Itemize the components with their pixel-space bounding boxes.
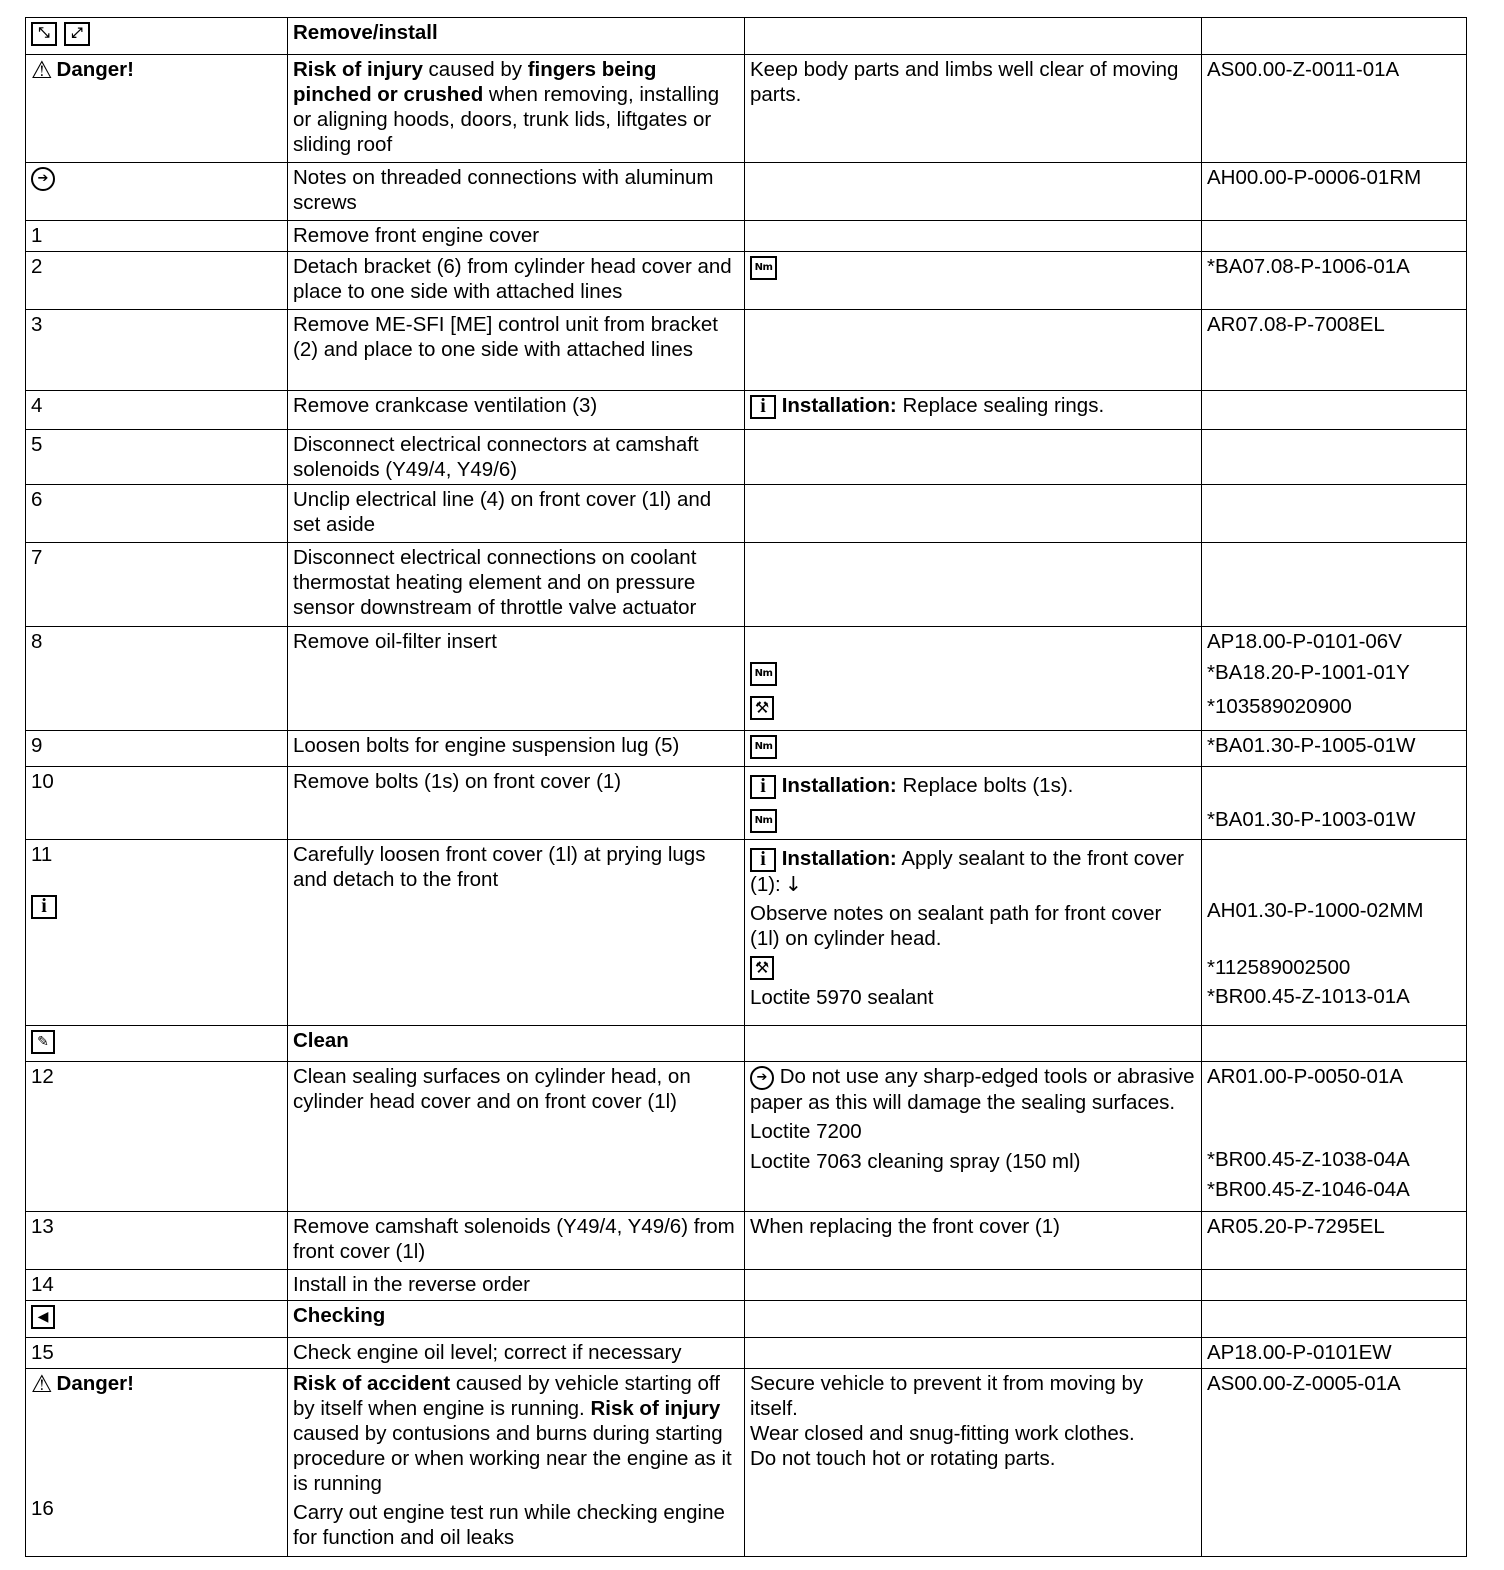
- safety-measure: Secure vehicle to prevent it from moving by itself.: [750, 1372, 1144, 1420]
- step-text: Install in the reverse order: [288, 1270, 745, 1301]
- step-text: Carefully loosen front cover (1l) at prying lugs and detach to the front: [288, 840, 745, 1026]
- special-tool-icon: ⚒: [750, 956, 774, 980]
- info-icon: i: [31, 895, 57, 919]
- document-ref: *BR00.45-Z-1046-04A: [1207, 1178, 1410, 1201]
- step-number: 13: [26, 1212, 288, 1270]
- info-icon: i: [750, 395, 776, 419]
- danger-row-accident: [26, 1369, 1467, 1557]
- info-icon: i: [750, 848, 776, 872]
- warning-icon: ⚠: [31, 56, 53, 84]
- caution-icon: ➔: [750, 1066, 774, 1090]
- safety-measure: Wear closed and snug-fitting work clothes.: [750, 1422, 1135, 1445]
- material-name: Loctite 5970 sealant: [750, 985, 934, 1009]
- step-text: Remove front engine cover: [288, 221, 745, 252]
- document-ref: AH01.30-P-1000-02MM: [1207, 899, 1424, 922]
- document-ref: *112589002500: [1207, 956, 1351, 979]
- document-ref: AR05.20-P-7295EL: [1202, 1212, 1467, 1270]
- step-number: 8: [26, 627, 288, 731]
- danger-row-pinching: [26, 55, 1467, 163]
- danger-label: Danger!: [56, 1372, 134, 1395]
- arrow-down-icon: ↓: [784, 871, 802, 896]
- document-ref: *BA01.30-P-1003-01W: [1207, 808, 1416, 831]
- step-row: [26, 1270, 1467, 1301]
- section-title-checking: Checking: [288, 1301, 745, 1338]
- step-row: 4 Remove crankcase ventilation (3) i Installation: Replace sealing rings.: [26, 391, 1467, 430]
- document-ref: *BA07.08-P-1006-01A: [1202, 252, 1467, 310]
- section-title-clean: Clean: [288, 1026, 745, 1062]
- step-row: [26, 430, 1467, 485]
- clean-icon: ✎: [31, 1030, 55, 1054]
- section-title-remove-install: Remove/install: [288, 18, 745, 55]
- safety-measure: Do not touch hot or rotating parts.: [750, 1447, 1056, 1470]
- step-row: [26, 1212, 1467, 1270]
- step-row: [26, 1338, 1467, 1369]
- step-row: [26, 221, 1467, 252]
- step-number: 4: [26, 391, 288, 430]
- section-row-clean: [26, 1026, 1467, 1062]
- step-row: [26, 310, 1467, 391]
- step-number: 16: [31, 1497, 54, 1520]
- step-number: 6: [26, 485, 288, 543]
- step-number: 2: [26, 252, 288, 310]
- step-number: 3: [26, 310, 288, 391]
- document-ref: AP18.00-P-0101-06V: [1207, 630, 1402, 653]
- step-number: 7: [26, 543, 288, 627]
- document-ref: *BA18.20-P-1001-01Y: [1207, 661, 1410, 684]
- caution-text: Do not use any sharp-edged tools or abrasive paper as this will damage the sealing surfaces.: [750, 1065, 1195, 1114]
- step-number: 9: [26, 731, 288, 767]
- document-ref: *103589020900: [1207, 695, 1352, 718]
- remove-icon: ⤡: [31, 22, 57, 46]
- torque-icon: Nm: [750, 662, 777, 686]
- step-row: [26, 731, 1467, 767]
- step-text: Unclip electrical line (4) on front cover (1l) and set aside: [288, 485, 745, 543]
- document-ref: *BR00.45-Z-1038-04A: [1207, 1148, 1410, 1171]
- document-ref: AR01.00-P-0050-01A: [1207, 1065, 1404, 1088]
- document-ref: AS00.00-Z-0011-01A: [1202, 55, 1467, 163]
- step-number: 12: [26, 1062, 288, 1212]
- material-name: Loctite 7200: [750, 1119, 862, 1143]
- note-row-aluminum-screws: [26, 163, 1467, 221]
- document-ref: *BR00.45-Z-1013-01A: [1207, 985, 1410, 1008]
- step-row: [26, 485, 1467, 543]
- step-row: [26, 1062, 1467, 1212]
- step-text: Clean sealing surfaces on cylinder head, on cylinder head cover and on front cover (1l): [288, 1062, 745, 1212]
- step-text: Disconnect electrical connectors at camshaft solenoids (Y49/4, Y49/6): [288, 430, 745, 485]
- step-number: 15: [26, 1338, 288, 1369]
- step-number: 10: [26, 767, 288, 840]
- torque-icon: Nm: [750, 735, 777, 759]
- step-text: Check engine oil level; correct if necessary: [288, 1338, 745, 1369]
- material-name: Loctite 7063 cleaning spray (150 ml): [750, 1149, 1081, 1173]
- step-number: 11: [31, 843, 53, 866]
- step-text: Remove oil-filter insert: [288, 627, 745, 731]
- document-ref: AS00.00-Z-0005-01A: [1202, 1369, 1467, 1557]
- document-ref: AH00.00-P-0006-01RM: [1202, 163, 1467, 221]
- install-icon: ⤢: [64, 22, 90, 46]
- step-note: When replacing the front cover (1): [745, 1212, 1202, 1270]
- step-text: Remove bolts (1s) on front cover (1): [288, 767, 745, 840]
- caution-icon: ➔: [31, 167, 55, 191]
- step-text: Loosen bolts for engine suspension lug (5): [288, 731, 745, 767]
- step-text: Remove crankcase ventilation (3): [288, 391, 745, 430]
- special-tool-icon: ⚒: [750, 696, 774, 720]
- step-text: Remove ME-SFI [ME] control unit from bracket (2) and place to one side with attached lines: [288, 310, 745, 391]
- step-row: [26, 627, 1467, 731]
- step-number: 14: [26, 1270, 288, 1301]
- step-text: Detach bracket (6) from cylinder head cover and place to one side with attached lines: [288, 252, 745, 310]
- step-row: [26, 543, 1467, 627]
- section-row-checking: [26, 1301, 1467, 1338]
- torque-icon: Nm: [750, 809, 777, 833]
- document-ref: AR07.08-P-7008EL: [1202, 310, 1467, 391]
- hazard-description: Risk of accident caused by vehicle starting off by itself when engine is running. Risk of injury caused by contusions and burns during starting procedure or when working near the engine as it is running: [293, 1372, 732, 1495]
- torque-icon: Nm: [750, 256, 777, 280]
- document-ref: *BA01.30-P-1005-01W: [1202, 731, 1467, 767]
- info-icon: i: [750, 775, 776, 799]
- document-ref: AP18.00-P-0101EW: [1202, 1338, 1467, 1369]
- observe-note: Observe notes on sealant path for front cover (1l) on cylinder head.: [750, 901, 1162, 950]
- safety-measure: Keep body parts and limbs well clear of moving parts.: [745, 55, 1202, 163]
- step-row: 10 Remove bolts (1s) on front cover (1) i Installation: Replace bolts (1s). Nm *BA01.30-P-1003-01W: [26, 767, 1467, 840]
- procedure-table: [25, 17, 1467, 1557]
- step-number: 1: [26, 221, 288, 252]
- step-text: Disconnect electrical connections on coolant thermostat heating element and on pressure sensor downstream of throttle valve actuator: [288, 543, 745, 627]
- step-text: Carry out engine test run while checking engine for function and oil leaks: [293, 1501, 725, 1549]
- step-row: 11 i Carefully loosen front cover (1l) at prying lugs and detach to the front i Installation: Apply sealant to the front cover (1): ↓ Observe notes on sealant path for front cover (1l) on cylinder head. ⚒ Loctite 5970 sealant AH01.30-P-1000-02MM *112589002500 *BR00.45-Z-1013-01A: [26, 840, 1467, 1026]
- warning-icon: ⚠: [31, 1370, 53, 1398]
- header-row: [26, 18, 1467, 55]
- checking-icon: ◀: [31, 1305, 55, 1329]
- step-text: Notes on threaded connections with aluminum screws: [288, 163, 745, 221]
- hazard-description: Risk of injury caused by fingers being pinched or crushed when removing, installing or aligning hoods, doors, trunk lids, liftgates or sliding roof: [288, 55, 745, 163]
- step-row: [26, 252, 1467, 310]
- danger-label: Danger!: [56, 58, 134, 81]
- step-text: Remove camshaft solenoids (Y49/4, Y49/6) from front cover (1l): [288, 1212, 745, 1270]
- step-number: 5: [26, 430, 288, 485]
